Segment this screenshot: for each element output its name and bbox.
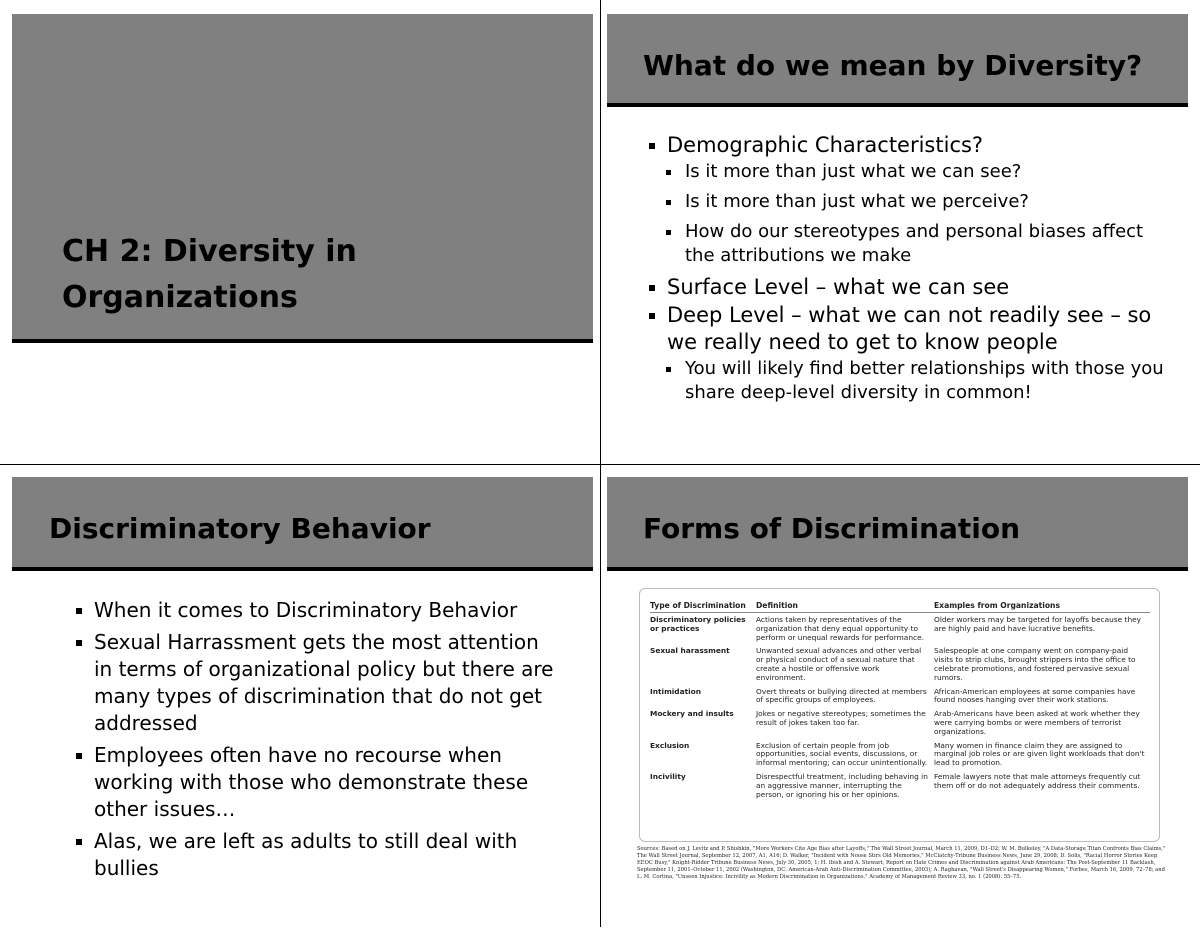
slide-1-title-line2: Organizations	[62, 280, 298, 315]
sources-footnote: Sources: Based on J. Levitz and P. Shishkin, "More Workers Cite Age Bias after Layoffs," The Wall Street Journal, March 11, 2009, D1–D2; W. M. Bulkeley, "A Data-Storage Titan Confronts Bias Claims," The Wall Street Journal, September 12, 2007, A1, A16; D. Walker, "Incident with Noose Stirs Old Memories," McClatchy-Tribune Business News, June 29, 2008; D. Solis, "Racial Horror Stories Keep EEOC Busy," Knight-Ridder Tribune Business News, July 30, 2005, 1; H. Ibish and A. Stewart, Report on Hate Crimes and Discrimination against Arab Americans: The Post-September 11 Backlash, September 11, 2001–October 11, 2002 (Washington, DC: American-Arab Anti-Discrimination Committee, 2003); A. Raghavan, "Wall Street's Disappearing Women," Forbes, March 16, 2009, 72–78; and L. M. Cortina, "Unseen Injustice: Incivility as Modern Discrimination in Organizations," Academy of Management Review 33, no. 1 (2008): 55–75.	[637, 846, 1166, 880]
slide-3-banner	[12, 477, 593, 571]
slide-2-bullet-item: Is it more than just what we can see?	[645, 160, 1165, 184]
table-row	[650, 739, 1150, 770]
slide-2-bullet-item: Surface Level – what we can see	[645, 274, 1165, 301]
slide-3-bullet-item: Employees often have no recourse when working with those who demonstrate these other issues…	[72, 742, 562, 823]
table-cell-example: Salespeople at one company went on company-paid visits to strip clubs, brought strippers into the office to celebrate promotions, and fostered pervasive sexual rumors.	[934, 646, 1136, 682]
table-cell-type: Incivility	[650, 771, 686, 781]
slide-3-bullet-item: Alas, we are left as adults to still deal with bullies	[72, 828, 562, 882]
table-row	[650, 707, 1150, 738]
table-cell-type: Mockery and insults	[650, 709, 734, 719]
slide-2-title: What do we mean by Diversity?	[643, 49, 1143, 82]
table-row	[650, 685, 1150, 708]
slide-3-bullet-list	[72, 597, 562, 887]
slide-4	[601, 465, 1200, 928]
slide-3-bullet-item: Sexual Harrassment gets the most attention in terms of organizational policy but there are many types of discrimination that do not get addressed	[72, 629, 562, 737]
slide-1	[0, 0, 600, 463]
slide-2-bullet-item: Demographic Characteristics?	[645, 132, 1165, 159]
table-cell-definition: Actions taken by representatives of the organization that deny equal opportunity to perform or unequal rewards for performance.	[756, 615, 924, 642]
slide-3-title: Discriminatory Behavior	[49, 512, 431, 545]
table-header-definition: Definition	[756, 601, 934, 613]
slide-2	[601, 0, 1200, 463]
table-cell-example: Older workers may be targeted for layoffs because they are highly paid and have lucrative benefits.	[934, 615, 1142, 633]
table-cell-type: Discriminatory policies or practices	[650, 615, 746, 633]
table-cell-definition: Disrespectful treatment, including behaving in an aggressive manner, interrupting the person, or ignoring his or her opinions.	[756, 771, 928, 799]
table-cell-example: Female lawyers note that male attorneys frequently cut them off or do not adequately address their comments.	[934, 771, 1141, 790]
table-header-type: Type of Discrimination	[650, 601, 756, 613]
table-cell-type: Intimidation	[650, 686, 701, 696]
table-cell-definition: Jokes or negative stereotypes; sometimes the result of jokes taken too far.	[756, 709, 926, 727]
table-row	[650, 770, 1150, 801]
slide-1-title	[62, 229, 357, 321]
table-body	[650, 613, 1150, 802]
table-row	[650, 644, 1150, 684]
table-header-row	[650, 601, 1150, 613]
table-cell-example: Many women in finance claim they are assigned to marginal job roles or are given light workloads that don't lead to promotion.	[934, 740, 1145, 768]
slide-4-banner	[607, 477, 1188, 571]
slide-1-title-line1: CH 2: Diversity in	[62, 234, 357, 269]
table-cell-definition: Exclusion of certain people from job opportunities, social events, discussions, or informal mentoring; can occur unintentionally.	[756, 740, 928, 768]
slide-2-bullet-item: Is it more than just what we perceive?	[645, 190, 1165, 214]
slide-2-bullet-item: Deep Level – what we can not readily see – so we really need to get to know people	[645, 302, 1165, 356]
discrimination-table-image	[639, 588, 1160, 842]
slide-3	[0, 465, 600, 928]
table-cell-example: African-American employees at some companies have found nooses hanging over their work stations.	[934, 686, 1136, 705]
slide-2-banner	[607, 14, 1188, 107]
table-cell-definition: Overt threats or bullying directed at members of specific groups of employees.	[756, 686, 927, 705]
slide-1-banner	[12, 14, 593, 343]
slide-2-bullet-item: How do our stereotypes and personal biases affect the attributions we make	[645, 220, 1165, 268]
slide-2-bullet-list	[645, 132, 1165, 411]
table-header-examples: Examples from Organizations	[934, 601, 1150, 613]
table-cell-type: Sexual harassment	[650, 646, 730, 656]
table-row	[650, 613, 1150, 645]
slide-3-bullet-item: When it comes to Discriminatory Behavior	[72, 597, 562, 624]
table-cell-example: Arab-Americans have been asked at work whether they were carrying bombs or were members of terrorist organizations.	[934, 709, 1140, 736]
discrimination-table	[650, 601, 1150, 801]
table-cell-definition: Unwanted sexual advances and other verbal or physical conduct of a sexual nature that create a hostile or offensive work environment.	[756, 646, 922, 682]
slide-4-title: Forms of Discrimination	[643, 512, 1021, 545]
table-cell-type: Exclusion	[650, 740, 690, 750]
slide-2-bullet-item: You will likely find better relationships with those you share deep-level diversity in common!	[645, 357, 1165, 405]
